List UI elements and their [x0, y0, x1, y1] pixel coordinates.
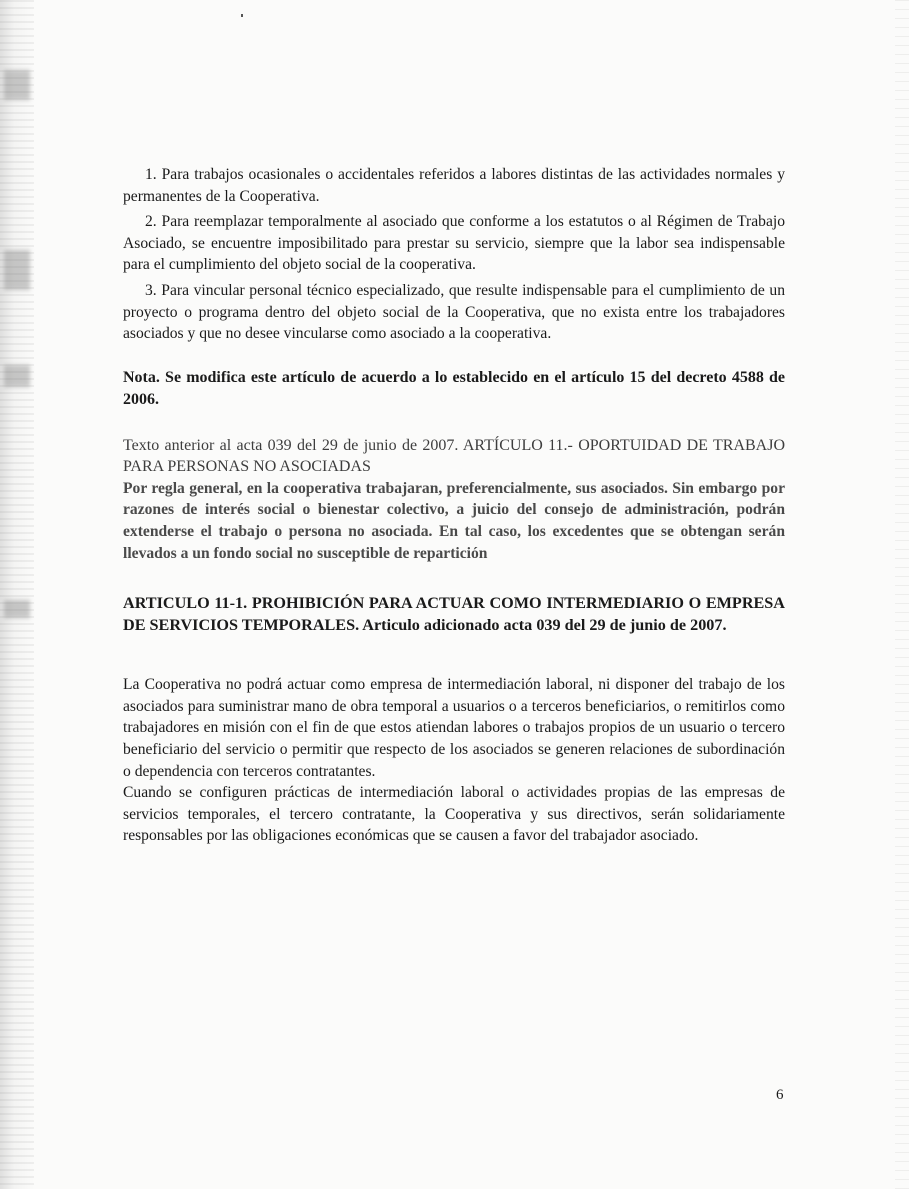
- previous-text-body: Por regla general, en la cooperativa trabajaran, preferencialmente, sus asociados. Sin embargo por razones de interés social o bienestar colectivo, a juicio del consejo de administración, podrán extenderse el trabajo o persona no asociada. En tal caso, los excedentes que se obtengan serán llevados a un fondo social no susceptible de repartición: [123, 479, 785, 562]
- article-paragraph: La Cooperativa no podrá actuar como empresa de intermediación laboral, ni disponer del trabajo de los asociados para suministrar mano de obra temporal a usuarios o a terceros beneficiarios, o remitirlos como trabajadores en misión con el fin de que estos atiendan labores o trabajos propios de un usuario o tercero beneficiario del servicio o permitir que respecto de los asociados se generen relaciones de subordinación o dependencia con terceros contratantes.: [123, 676, 785, 780]
- note-paragraph: Nota. Se modifica este artículo de acuerdo a lo establecido en el artículo 15 del decreto 4588 de 2006.: [123, 368, 785, 408]
- previous-text-title: Texto anterior al acta 039 del 29 de junio de 2007. ARTÍCULO 11.- OPORTUIDAD DE TRABAJO PARA PERSONAS NO ASOCIADAS: [123, 436, 785, 476]
- scan-shadow-left: [0, 0, 34, 1189]
- article-heading: ARTICULO 11-1. PROHIBICIÓN PARA ACTUAR COMO INTERMEDIARIO O EMPRESA DE SERVICIOS TEMPORALES. Articulo adicionado acta 039 del 29 de junio de 2007.: [123, 594, 785, 635]
- scan-speck: [241, 14, 243, 17]
- list-item: 3. Para vincular personal técnico especializado, que resulte indispensable para el cumplimiento de un proyecto o programa dentro del objeto social de la Cooperativa, que no exista entre los trabajadores asociados y que no desee vincularse como asociado a la cooperativa.: [123, 281, 785, 343]
- scan-shadow-right: [895, 0, 909, 1189]
- page-number: 6: [776, 1087, 784, 1103]
- list-item: 2. Para reemplazar temporalmente al asociado que conforme a los estatutos o al Régimen de Trabajo Asociado, se encuentre imposibilitado para prestar su servicio, siempre que la labor sea indispensable para el cumplimiento del objeto social de la cooperativa.: [123, 213, 785, 274]
- document-page: [123, 164, 785, 847]
- list-item: 1. Para trabajos ocasionales o accidentales referidos a labores distintas de las actividades normales y permanentes de la Cooperativa.: [123, 166, 785, 205]
- article-paragraph: Cuando se configuren prácticas de intermediación laboral o actividades propias de las empresas de servicios temporales, el tercero contratante, la Cooperativa y sus directivos, serán solidariamente responsables por las obligaciones económicas que se causen a favor del trabajador asociado.: [123, 784, 785, 845]
